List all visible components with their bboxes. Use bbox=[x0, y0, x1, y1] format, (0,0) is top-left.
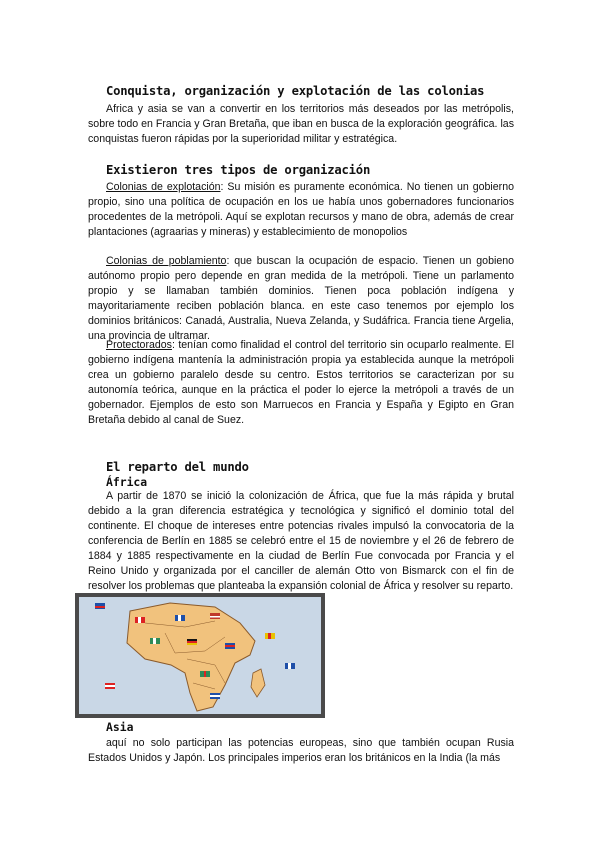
paragraph-conquista bbox=[88, 102, 514, 147]
term-colonias-poblamiento: Colonias de poblamiento bbox=[106, 255, 227, 267]
subheading-asia: Asia bbox=[106, 720, 134, 734]
term-protectorados: Protectorados bbox=[106, 339, 172, 351]
heading-tipos: Existieron tres tipos de organización bbox=[106, 163, 371, 177]
protectorados-text: : tenían como finalidad el control del territorio sin ocuparlo realmente. El gobierno indígena mantenía la administración propia ya establecida aunque la metrópoli crea un gobierno paralelo desde su centro. Estos territorios se caracterizan por su autonomía teórica, aunque en la práctica el poder lo ejerce la metrópoli a través de un gobernador. Ejemplos de esto son Marruecos en Francia y España y Egipto en Gran Bretaña debido al canal de Suez. bbox=[88, 339, 514, 426]
paragraph-poblamiento bbox=[88, 254, 514, 344]
paragraph-explotacion bbox=[88, 180, 514, 240]
subheading-africa: África bbox=[106, 475, 148, 489]
africa-text: A partir de 1870 se inició la colonización de África, que fue la más rápida y brutal debido a la gran diferencia estratégica y tecnológica y significó el dominio total del continente. El choque de intereses entre potencias rivales impulsó la convocatoria de la conferencia de Berlín en 1885 se celebró entre el 15 de noviembre y el 26 de febrero de 1884 y 1885 respectivamente en la ciudad de Berlín Fue convocada por Francia y el Reino Unido y organizada por el canciller de alemán Otto von Bismarck con el fin de resolver los problemas que planteaba la expansión colonial de África y resolver su reparto. bbox=[88, 490, 514, 592]
heading-reparto: El reparto del mundo bbox=[106, 460, 249, 474]
explotacion-text: : Su misión es puramente económica. No tienen un gobierno propio, sino una política de ocupación en los ue había unos gobernadores funcionarios procedentes de la metrópoli. Aquí se explotan recursos y mano de obra, además de crear plantaciones (agraarias y mineras) y establecimiento de monopolios bbox=[88, 181, 514, 238]
paragraph-conquista-text: Africa y asia se van a convertir en los territorios más deseados por las metrópolis, sobre todo en Francia y Gran Bretaña, que iban en busca de la exploración geográfica. las conquistas fueron rápidas por la superioridad militar y estratégica. bbox=[88, 103, 514, 145]
paragraph-asia bbox=[88, 736, 514, 766]
africa-colonial-map-image bbox=[75, 593, 325, 718]
heading-conquista: Conquista, organización y explotación de las colonias bbox=[106, 84, 485, 98]
paragraph-protectorados bbox=[88, 338, 514, 428]
term-colonias-explotacion: Colonias de explotación bbox=[106, 181, 221, 193]
asia-text: aquí no solo participan las potencias europeas, sino que también ocupan Rusia Estados Unidos y Japón. Los principales imperios eran los británicos en la India (la más bbox=[88, 737, 514, 764]
paragraph-africa bbox=[88, 489, 514, 594]
poblamiento-text: : que buscan la ocupación de espacio. Tienen un gobieno autónomo propio pero depende en gran medida de la metrópoli. Tiene un parlamento propio y se llamaban también dominios. Tienen poca población indígena y mayoritariamente reciben población blanca. en este caso tenemos por ejemplo los dominios británicos: Canadá, Australia, Nueva Zelanda, y Sudáfrica. Francia tiene Argelia, una provincia de ultramar. bbox=[88, 255, 514, 342]
